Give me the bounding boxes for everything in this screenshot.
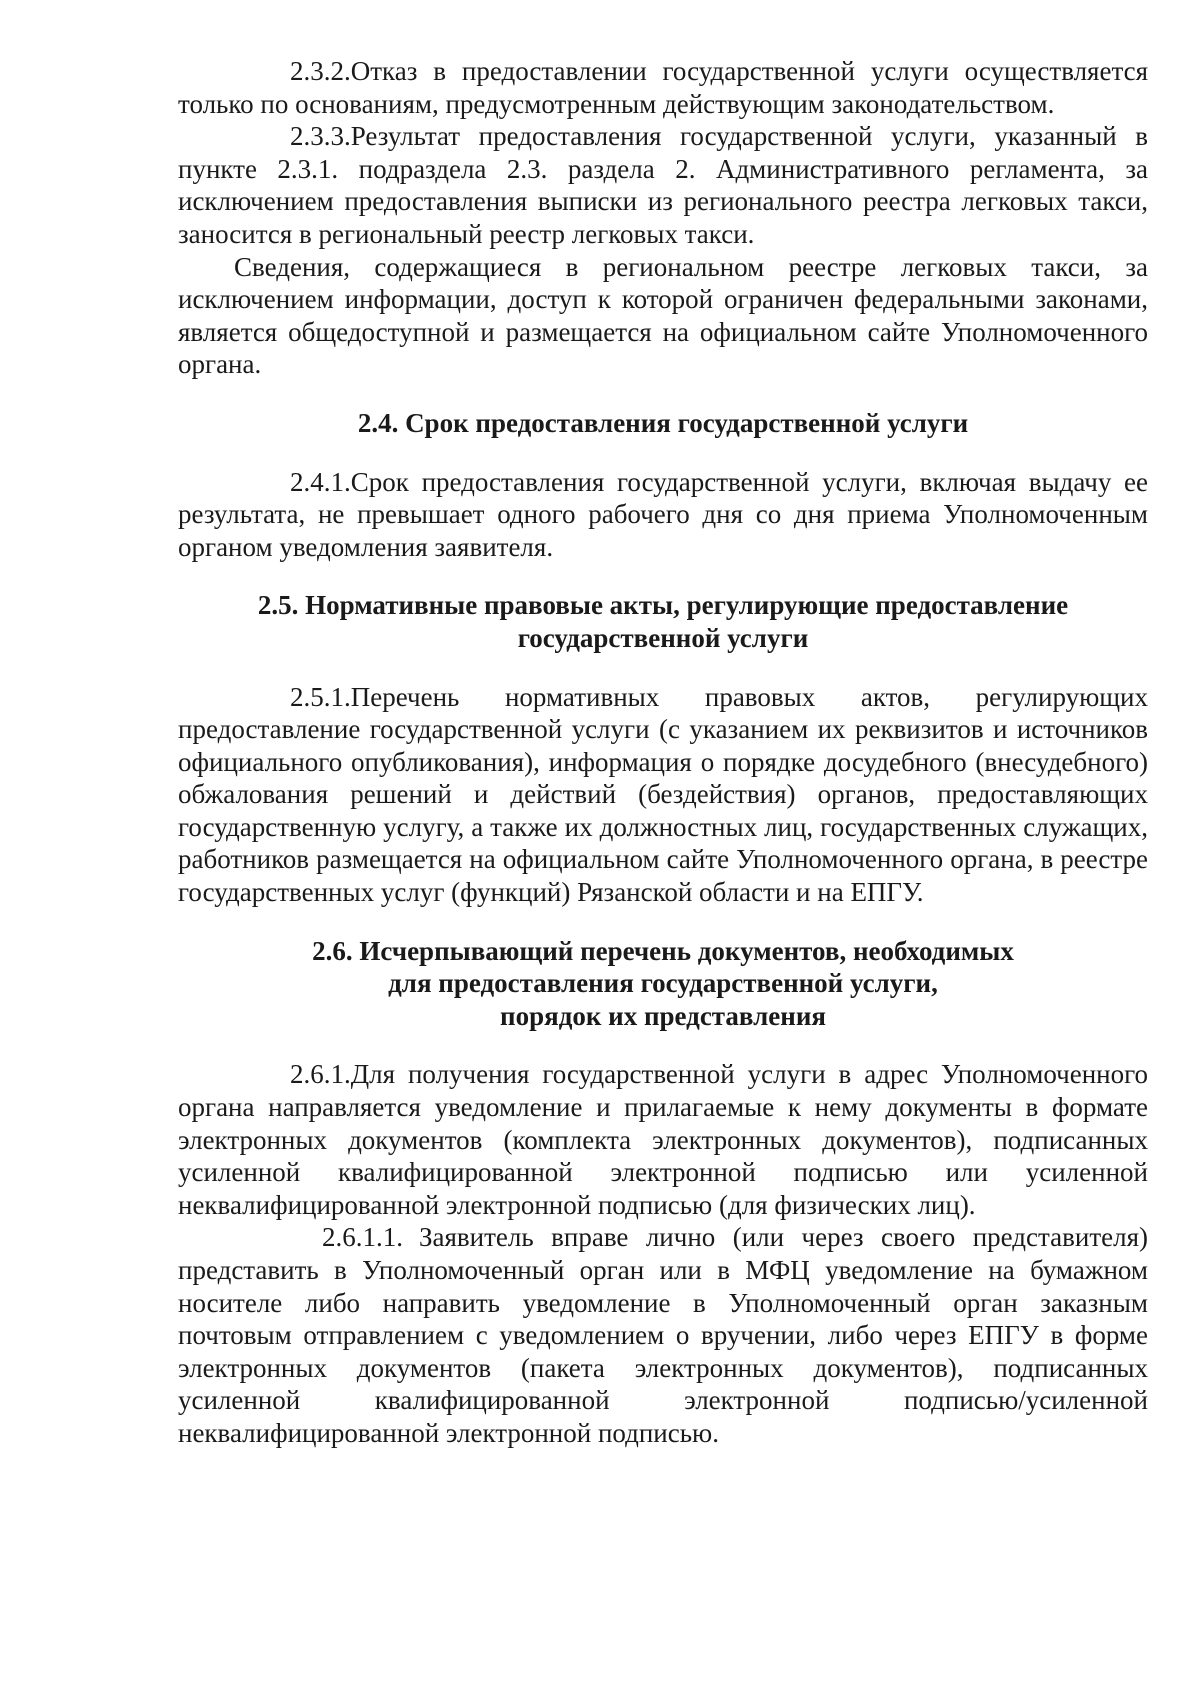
clause-number: 2.4.1. xyxy=(290,466,351,497)
clause-text: Для получения государственной услуги в адрес Уполномоченного органа направляется уведомление и прилагаемые к нему документы в формате электронных документов (комплекта электронных документов), подписанных усиленной квалифицированной электронной подписью или усиленной неквалифицированной электронной подписью (для физических лиц). xyxy=(178,1059,1148,1220)
paragraph-2-3-3-continued xyxy=(178,251,1148,381)
paragraph-2-5-1 xyxy=(178,681,1148,909)
section-heading-2-6-line-3: порядок их представления xyxy=(500,1000,826,1031)
section-heading-2-5-line-1: 2.5. Нормативные правовые акты, регулирующие предоставление xyxy=(257,590,1069,621)
clause-text: Перечень нормативных правовых актов, регулирующих предоставление государственной услуги (с указанием их реквизитов и источников официального опубликования), информация о порядке досудебного (внесудебного) обжалования решений и действий (бездействия) органов, предоставляющих государственную услугу, а также их должностных лиц, государственных служащих, работников размещается на официальном сайте Уполномоченного органа, в реестре государственных услуг (функций) Рязанской области и на ЕПГУ. xyxy=(178,681,1148,908)
paragraph-2-3-3 xyxy=(178,120,1148,250)
clause-text: Отказ в предоставлении государственной услуги осуществляется только по основаниям, предусмотренным действующим законодательством. xyxy=(178,56,1148,119)
clause-number: 2.3.2. xyxy=(290,56,351,86)
clause-number: 2.6.1.1. xyxy=(322,1222,403,1253)
clause-text: Сведения, содержащиеся в региональном реестре легковых такси, за исключением информации, доступ к которой ограничен федеральными законами, является общедоступной и размещается на официальном сайте Уполномоченного органа. xyxy=(178,251,1148,380)
section-heading-2-4: 2.4. Срок предоставления государственной услуги xyxy=(357,407,969,438)
paragraph-2-3-2 xyxy=(178,55,1148,120)
clause-number: 2.6.1. xyxy=(290,1059,351,1090)
clause-text: Результат предоставления государственной услуги, указанный в пункте 2.3.1. подраздела 2.3. раздела 2. Административного регламента, за исключением предоставления выписки из регионального реестра легковых такси, заносится в региональный реестр легковых такси. xyxy=(178,121,1148,249)
section-heading-2-5-line-2: государственной услуги xyxy=(517,622,809,653)
paragraph-2-6-1 xyxy=(178,1058,1148,1221)
paragraph-2-6-1-1 xyxy=(178,1221,1148,1449)
paragraph-2-4-1 xyxy=(178,466,1148,564)
section-heading-2-6-line-1: 2.6. Исчерпывающий перечень документов, необходимых xyxy=(312,935,1014,966)
clause-text: Заявитель вправе лично (или через своего представителя) представить в Уполномоченный орган или в МФЦ уведомление на бумажном носителе либо направить уведомление в Уполномоченный орган заказным почтовым отправлением с уведомлением о вручении, либо через ЕПГУ в форме электронных документов (пакета электронных документов), подписанных усиленной квалифицированной электронной подписью/усиленной неквалифицированной электронной подписью. xyxy=(178,1222,1148,1448)
clause-text: Срок предоставления государственной услуги, включая выдачу ее результата, не превышает одного рабочего дня со дня приема Уполномоченным органом уведомления заявителя. xyxy=(178,466,1148,562)
clause-number: 2.3.3. xyxy=(290,121,351,152)
clause-number: 2.5.1. xyxy=(290,681,351,712)
document-page xyxy=(178,55,1148,1450)
section-heading-2-6-line-2: для предоставления государственной услуги, xyxy=(388,968,938,999)
